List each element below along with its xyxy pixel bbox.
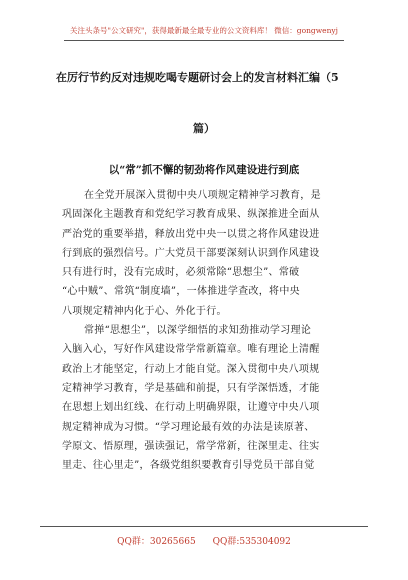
body-line: 定精神学习教育，学是基础和前提，只有学深悟透，才能 [62,382,320,394]
footer-qq-group-2: QQ群:535304092 [212,537,291,547]
body-line: “心中贼”、常筑“制度墙”，一体推进学查改，将中央 [62,286,300,298]
body-line: 在全党开展深入贯彻中央八项规定精神学习教育，是 [84,190,321,201]
header-banner: 关注头条号"公文研究"，获得最新最全最专业的公文资料库！ 微信：gongwenyj [70,26,338,35]
footer [0,536,408,548]
document-title-continuation: 篇） [193,122,215,135]
body-line: 在思想上划出红线、在行动上明确界限，让遵守中央八项 [62,402,320,414]
document-body [62,186,346,475]
section-heading: 以“常”抓不懈的韧劲将作风建设进行到底 [108,164,300,176]
body-line: 行到底的强烈信号。广大党员干部要深刻认识到作风建设 [62,247,320,259]
body-line: 里走、往心里走”，各级党组织要教育引导党员干部自觉 [62,460,315,472]
body-line: 规定精神成为习惯。“学习理论最有效的办法是读原著、 [62,421,315,433]
body-line: 入脑入心，写好作风建设常学常新篇章。唯有理论上清醒 [62,344,320,356]
body-line: 严治党的重要举措，释放出党中央一以贯之将作风建设进 [62,228,320,240]
body-line: 常掸“思想尘”，以深学细悟的求知劲推动学习理论 [84,325,312,337]
footer-qq-group-1: QQ群：30265665 [117,537,196,547]
header-divider [64,40,344,41]
body-line: 八项规定精神内化于心、外化于行。 [62,305,227,317]
footer-divider [40,526,368,527]
body-line: 政治上才能坚定，行动上才能自觉。深入贯彻中央八项规 [62,363,320,375]
body-line: 巩固深化主题教育和党纪学习教育成果、纵深推进全面从 [62,209,320,221]
body-line: 学原文、悟原理，强读强记，常学常新，往深里走、往实 [62,440,320,452]
document-title: 在厉行节约反对违规吃喝专题研讨会上的发言材料汇编（5 [56,71,339,84]
body-line: 只有进行时，没有完成时，必须常除“思想尘”、常破 [62,267,300,279]
